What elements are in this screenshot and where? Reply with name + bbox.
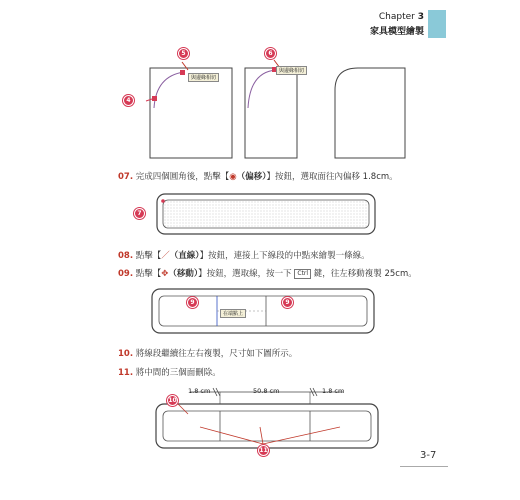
callout-9b: 9	[282, 297, 293, 308]
callout-9a: 9	[187, 297, 198, 308]
step-08: 08. 點擊【／（直線）】按鈕，連接上下線段的中點來繪製一條線。	[118, 251, 370, 261]
line-icon: ／	[161, 251, 170, 261]
footer-divider	[400, 466, 448, 467]
page-number: 3-7	[420, 450, 437, 461]
step-09: 09. 點擊【✥（移動）】按鈕，選取線，按一下 Ctrl 鍵，往左移動複製 25cm。	[118, 269, 417, 279]
dim-left: 1.8 cm	[188, 387, 211, 395]
step-11: 11. 將中間的三個面刪除。	[118, 368, 221, 378]
offset-icon: ◉	[229, 172, 237, 182]
chapter-tab	[428, 10, 446, 38]
offset-figure	[155, 192, 377, 236]
move-figure	[150, 287, 376, 335]
callout-7: 7	[134, 208, 145, 219]
callout-11: 11	[259, 447, 268, 454]
dim-right: 1.8 cm	[322, 387, 345, 395]
step-07: 07. 完成四個圓角後，點擊【◉（偏移）】按鈕，選取面往內偏移 1.8cm。	[118, 172, 398, 182]
callout-6: 6	[265, 48, 276, 59]
callout-10: 10	[168, 397, 177, 404]
tooltip-endpoint: 在端點上	[220, 309, 246, 318]
dim-middle: 50.8 cm	[253, 387, 280, 395]
tooltip-tangent-1: 與邊緣相切	[188, 73, 219, 82]
callout-4: 4	[123, 95, 134, 106]
ctrl-key: Ctrl	[294, 269, 311, 279]
tooltip-tangent-2: 與邊緣相切	[276, 66, 307, 75]
move-icon: ✥	[161, 269, 169, 279]
chapter-label: Chapter 3	[378, 12, 424, 22]
callout-5: 5	[178, 48, 189, 59]
chapter-subtitle: 家具模型繪製	[369, 27, 424, 37]
step-10: 10. 將線段繼續往左右複製，尺寸如下圖所示。	[118, 349, 298, 359]
